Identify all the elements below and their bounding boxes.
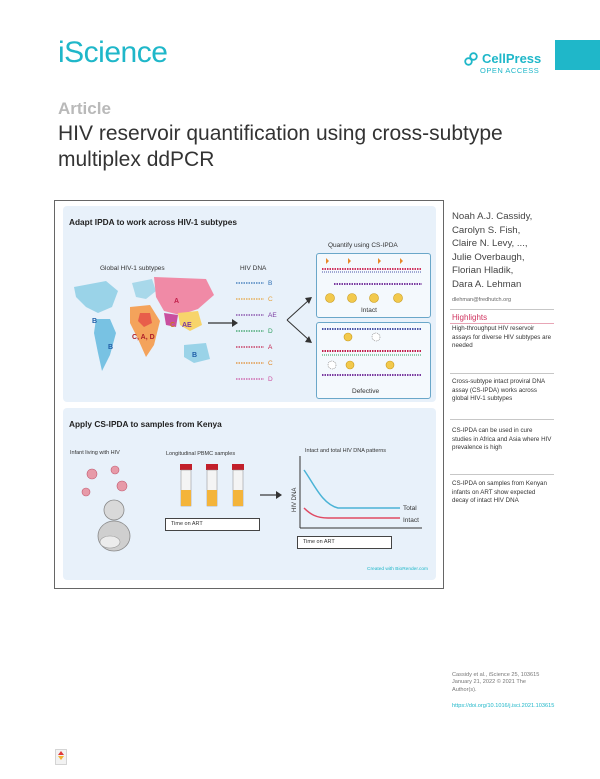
- intact-label: Intact: [403, 517, 419, 524]
- check-for-updates-icon[interactable]: [55, 749, 67, 765]
- divider: [450, 419, 554, 420]
- dna-subtype-label: D: [268, 376, 273, 383]
- publisher-logo: [464, 51, 541, 66]
- infant-illustration: [70, 462, 150, 557]
- article-title: HIV reservoir quantification using cross-subtype multiplex ddPCR: [58, 122, 503, 171]
- pbmc-sample-tubes: [176, 464, 250, 512]
- divider: [450, 474, 554, 475]
- dna-subtype-label: C: [268, 296, 273, 303]
- citation-date: January 21, 2022 © 2021 The Author(s).: [452, 679, 526, 693]
- map-region-label: B: [192, 352, 198, 359]
- map-label: Global HIV-1 subtypes: [100, 265, 165, 272]
- cellpress-icon: [464, 52, 478, 66]
- map-region-label: C: [170, 322, 176, 329]
- divider: [450, 373, 554, 374]
- intact-label: Intact: [361, 307, 377, 314]
- map-region-label: AE: [182, 322, 192, 329]
- author: Florian Hladik,: [452, 265, 514, 277]
- arrow-right-icon: [260, 490, 282, 500]
- panel1-title: Adapt IPDA to work across HIV-1 subtypes: [69, 217, 237, 227]
- total-label: Total: [403, 505, 417, 512]
- dna-subtype-label: A: [268, 344, 273, 351]
- map-region-label: B: [92, 318, 98, 325]
- divider: [450, 323, 554, 324]
- defective-droplets: [318, 325, 428, 385]
- open-access-label: OPEN ACCESS: [480, 66, 540, 75]
- world-map: [66, 273, 218, 381]
- patterns-label: Intact and total HIV DNA patterns: [305, 448, 387, 454]
- total-dna-line: [304, 470, 400, 508]
- author-list: [452, 210, 552, 292]
- dna-subtype-label: C: [268, 360, 273, 367]
- samples-label: Longitudinal PBMC samples: [166, 451, 236, 457]
- time-label: Time on ART: [171, 521, 203, 527]
- doi-link[interactable]: https://doi.org/10.1016/j.isci.2021.103615: [452, 703, 555, 709]
- journal-accent-bar: [555, 40, 600, 70]
- citation: [452, 672, 548, 694]
- highlights-heading: Highlights: [452, 313, 488, 322]
- arrow-right-icon: [208, 318, 238, 328]
- journal-name: iScience: [58, 36, 168, 69]
- map-region-label: B: [108, 344, 114, 351]
- hiv-dna-label: HIV DNA: [240, 265, 267, 272]
- branch-arrows: [285, 290, 315, 350]
- intact-dna-line: [304, 508, 400, 518]
- hiv-dna-strands: [236, 276, 282, 390]
- author: Carolyn S. Fish,: [452, 224, 521, 236]
- map-region-label: A: [174, 298, 180, 305]
- time-label: Time on ART: [303, 539, 335, 545]
- author: Julie Overbaugh,: [452, 251, 525, 263]
- defective-label: Defective: [352, 388, 380, 395]
- publisher-name: CellPress: [482, 51, 542, 66]
- map-region-label: C, A, D: [132, 334, 155, 341]
- y-axis-label: HIV DNA: [292, 487, 298, 512]
- quantify-label: Quantify using CS-IPDA: [328, 242, 398, 249]
- panel2-title: Apply CS-IPDA to samples from Kenya: [69, 419, 222, 429]
- author: Noah A.J. Cassidy,: [452, 211, 533, 222]
- dna-subtype-label: D: [268, 328, 273, 335]
- dna-subtype-label: AE: [268, 312, 277, 319]
- intact-droplets: [318, 256, 428, 306]
- dna-subtype-label: B: [268, 280, 273, 287]
- highlight-item: CS-IPDA on samples from Kenyan infants on ART show expected decay of intact HIV DNA: [452, 480, 547, 505]
- article-type: Article: [58, 99, 111, 118]
- author: Claire N. Levy, ...,: [452, 238, 528, 250]
- divider: [450, 309, 554, 310]
- decay-chart: [290, 452, 432, 548]
- highlight-item: Cross-subtype intact proviral DNA assay (CS-IPDA) works across global HIV-1 subtypes: [452, 378, 545, 403]
- biorender-credit[interactable]: Created with BioRender.com: [367, 567, 429, 572]
- infant-label: Infant living with HIV: [70, 450, 120, 456]
- corresponding-email[interactable]: dlehman@fredhutch.org: [452, 297, 512, 303]
- author: Dara A. Lehman: [452, 278, 522, 290]
- highlight-item: High-throughput HIV reservoir assays for diverse HIV subtypes are needed: [452, 325, 552, 350]
- citation-ref: Cassidy et al., iScience 25, 103615: [452, 672, 540, 678]
- highlight-item: CS-IPDA can be used in cure studies in Africa and Asia where HIV prevalence is high: [452, 427, 552, 452]
